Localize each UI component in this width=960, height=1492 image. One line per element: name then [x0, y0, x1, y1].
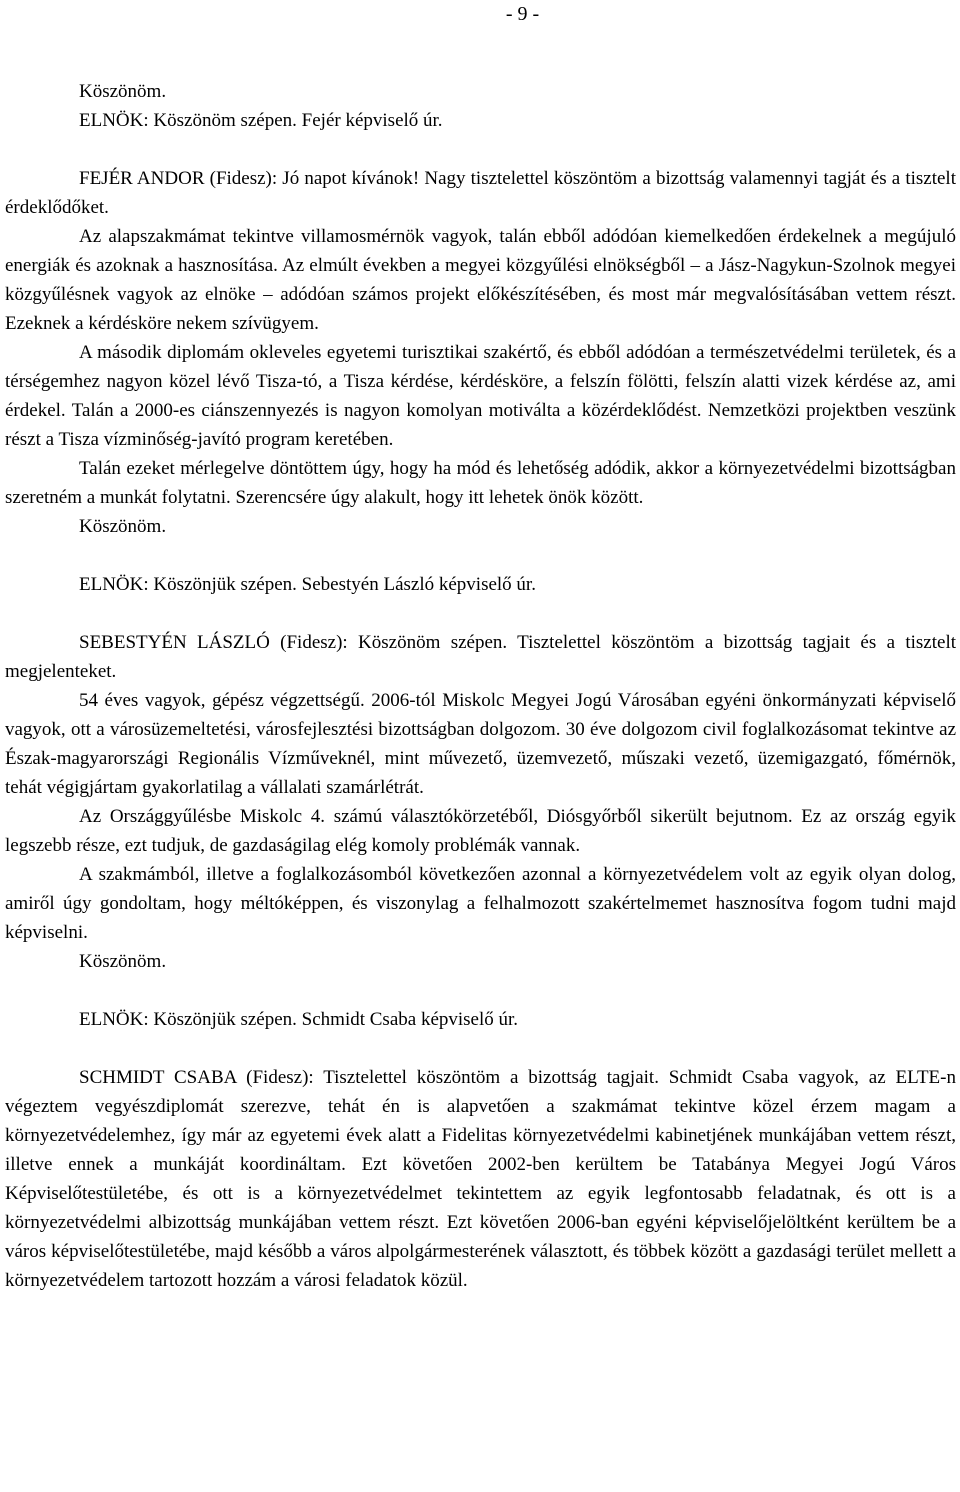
paragraph-chair: ELNÖK: Köszönjük szépen. Schmidt Csaba képviselő úr.: [79, 1009, 519, 1030]
spacer: [5, 599, 956, 628]
spacer: [5, 1034, 956, 1063]
paragraph-speech: SEBESTYÉN LÁSZLÓ (Fidesz): Köszönöm szépen. Tisztelettel köszöntöm a bizottság tagjait és a tisztelt megjelenteket.: [5, 632, 956, 682]
paragraph-speech: A második diplomám okleveles egyetemi turisztikai szakértő, és ebből adódóan a természetvédelmi területek, és a térségemhez nagyon közel lévő Tisza-tó, a Tisza kérdése, kérdésköre, a felszín fölötti, felszín alatti vizek kérdése az, ami érdekel. Talán a 2000-es ciánszennyezés is nagyon komolyan motiválta a közérdeklődést. Nemzetközi projektben veszünk részt a Tisza vízminőség-javító program keretében.: [5, 342, 956, 450]
paragraph-speech: SCHMIDT CSABA (Fidesz): Tisztelettel köszöntöm a bizottság tagjait. Schmidt Csaba vagyok, az ELTE-n végeztem vegyészdiplomát szerezve, tehát én is alapvetően a szakmámat tekintve közel érzem magam a környezetvédelemhez, így már az egyetemi évek alatt a Fidelitas környezetvédelmi kabinetjének munkájában vettem részt, illetve ennek a munkáját koordináltam. Ezt követően 2002-ben kerültem be Tatabánya Megyei Jogú Város Képviselőtestületébe, és ott is a környezetvédelmet tekintettem az egyik legfontosabb feladatnak, és ott is a környezetvédelmi albizottság munkájában vettem részt. Ezt követően 2006-ban egyéni képviselőjelöltként kerültem be a város képviselőtestületébe, majd később a város alpolgármesterének választott, és többek között a gazdasági terület mellett a környezetvédelem tartozott hozzám a városi feladatok közül.: [5, 1067, 956, 1291]
paragraph-speech: Talán ezeket mérlegelve döntöttem úgy, hogy ha mód és lehetőség adódik, akkor a környezetvédelmi bizottságban szeretném a munkát folytatni. Szerencsére úgy alakult, hogy itt lehetek önök között.: [5, 458, 956, 508]
page-number: - 9 -: [505, 3, 540, 25]
spacer: [5, 135, 956, 164]
paragraph-speech: Az alapszakmámat tekintve villamosmérnök vagyok, talán ebből adódóan kiemelkedően érdekelnek a megújuló energiák és azoknak a hasznosítása. Az elmúlt években a megyei közgyűlési elnökségből – a Jász-Nagykun-Szolnok megyei közgyűlésnek vagyok az elnöke – adódóan számos projekt előkészítésében, és most már megvalósításában vettem részt. Ezeknek a kérdésköre nekem szívügyem.: [5, 226, 956, 334]
paragraph-thanks: Köszönöm.: [79, 516, 167, 537]
paragraph-speech: 54 éves vagyok, gépész végzettségű. 2006-tól Miskolc Megyei Jogú Városában egyéni önkormányzati képviselő vagyok, ott a városüzemeltetési, városfejlesztési bizottságban dolgozom. 30 éve dolgozom civil foglalkozásomat tekintve az Észak-magyarországi Regionális Vízműveknél, mint művezető, üzemvezető, műszaki vezető, üzemigazgató, főmérnök, tehát végigjártam gyakorlatilag a vállalati szamárlétrát.: [5, 690, 956, 798]
document-body: [5, 77, 956, 1295]
spacer: [5, 541, 956, 570]
paragraph-thanks: Köszönöm.: [79, 951, 167, 972]
paragraph-chair: ELNÖK: Köszönöm szépen. Fejér képviselő úr.: [79, 110, 443, 131]
paragraph-speech: A szakmámból, illetve a foglalkozásomból következően azonnal a környezetvédelem volt az egyik olyan dolog, amiről úgy gondoltam, hogy méltóképpen, és viszonylag a felhalmozott szakértelmemet hasznosítva fogom tudni majd képviselni.: [5, 864, 956, 943]
paragraph-thanks: Köszönöm.: [79, 81, 167, 102]
paragraph-speech: FEJÉR ANDOR (Fidesz): Jó napot kívánok! Nagy tisztelettel köszöntöm a bizottság valamennyi tagját és a tisztelt érdeklődőket.: [5, 168, 956, 218]
paragraph-chair: ELNÖK: Köszönjük szépen. Sebestyén László képviselő úr.: [79, 574, 536, 595]
paragraph-speech: Az Országgyűlésbe Miskolc 4. számú választókörzetéből, Diósgyőrből sikerült bejutnom. Ez az ország egyik legszebb része, ezt tudjuk, de gazdaságilag elég komoly problémák vannak.: [5, 806, 956, 856]
spacer: [5, 976, 956, 1005]
